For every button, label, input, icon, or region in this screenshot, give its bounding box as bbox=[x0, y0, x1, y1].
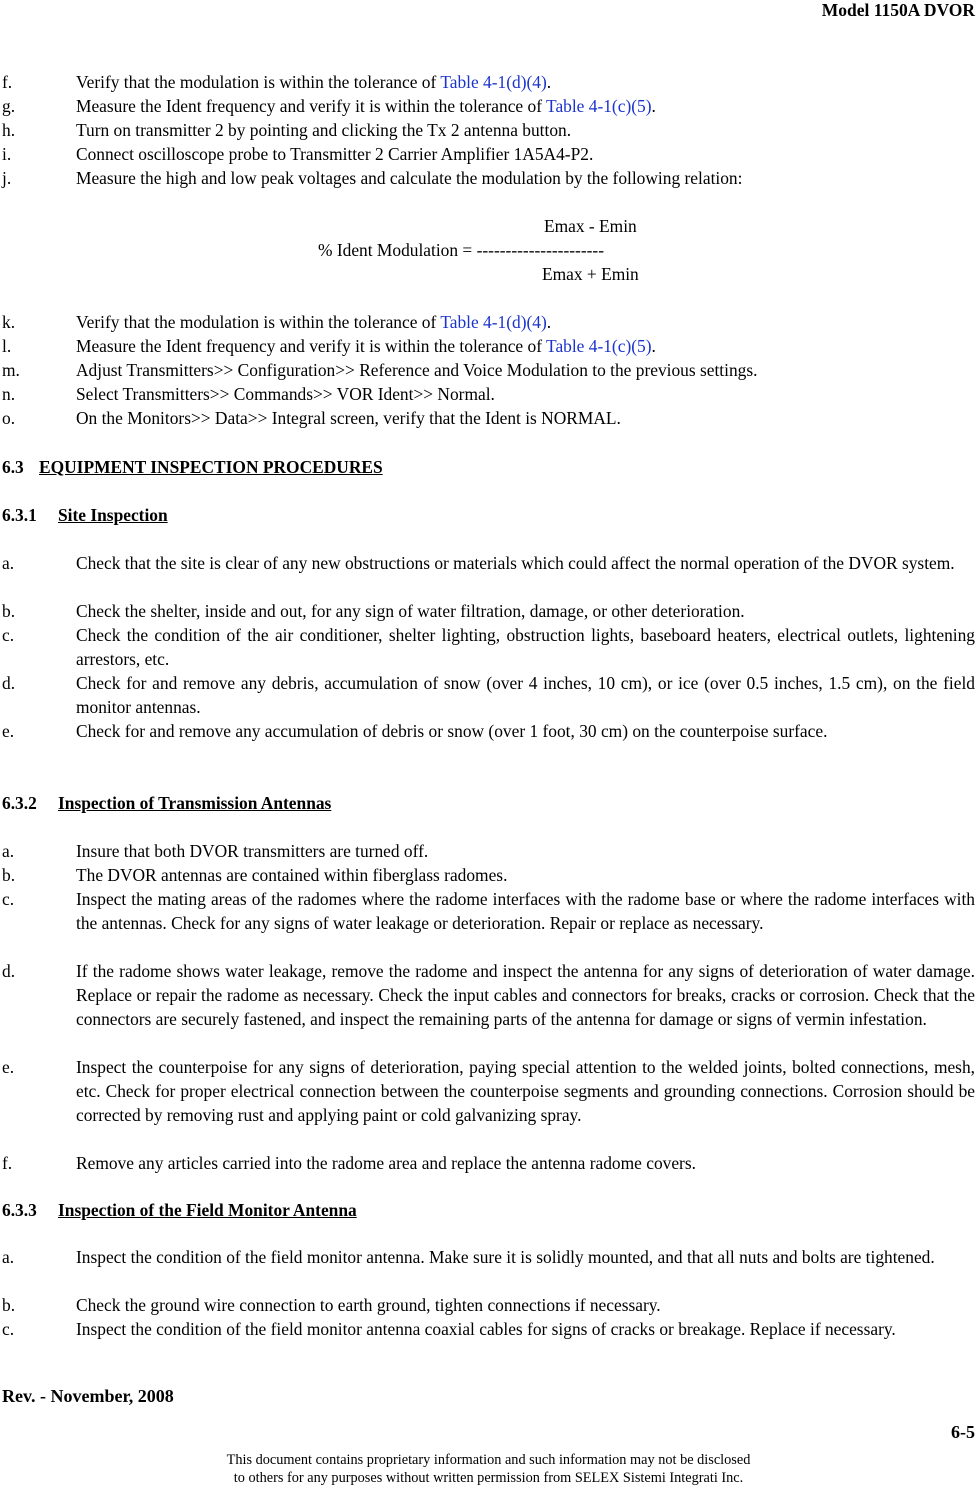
item-label: a. bbox=[2, 553, 15, 573]
proprietary-disclaimer bbox=[0, 1451, 977, 1487]
item-text bbox=[76, 94, 975, 118]
table-reference-link[interactable]: Table 4-1(d)(4) bbox=[440, 312, 547, 332]
item-text: Turn on transmitter 2 by pointing and clicking the Tx 2 antenna button. bbox=[76, 120, 572, 140]
item-text: Connect oscilloscope probe to Transmitter 2 Carrier Amplifier 1A5A4-P2. bbox=[76, 144, 594, 164]
section-number: 6.3.1 bbox=[2, 505, 37, 525]
document-header-title: Model 1150A DVOR bbox=[821, 0, 975, 20]
item-label: h. bbox=[2, 120, 16, 140]
section-number: 6.3.3 bbox=[2, 1200, 37, 1220]
item-label: m. bbox=[2, 360, 20, 380]
item-text-pre: Verify that the modulation is within the tolerance of bbox=[76, 312, 441, 332]
item-label: l. bbox=[2, 336, 12, 356]
item-text: Check the ground wire connection to earth ground, tighten connections if necessary. bbox=[76, 1295, 661, 1315]
item-text-post: . bbox=[651, 96, 656, 116]
item-text: Inspect the mating areas of the radomes where the radome interfaces with the radome base or where the radome interfaces with the antennas. Check for any signs of water leakage or deterioration. Repair or replace as necessary. bbox=[76, 889, 975, 933]
item-label: c. bbox=[2, 889, 15, 909]
section-heading-6-3-2 bbox=[2, 791, 331, 815]
item-text: Check the condition of the air conditioner, shelter lighting, obstruction lights, baseboard heaters, electrical outlets, lightening arrestors, etc. bbox=[76, 625, 975, 669]
item-text: Select Transmitters>> Commands>> VOR Ident>> Normal. bbox=[76, 384, 495, 404]
item-text bbox=[76, 70, 975, 94]
item-text bbox=[76, 334, 975, 358]
table-reference-link[interactable]: Table 4-1(c)(5) bbox=[546, 336, 652, 356]
page-number: 6-5 bbox=[951, 1422, 975, 1442]
section-heading-6-3-1 bbox=[2, 503, 168, 527]
item-label: e. bbox=[2, 721, 15, 741]
item-text: Insure that both DVOR transmitters are turned off. bbox=[76, 841, 429, 861]
section-title: Site Inspection bbox=[58, 505, 168, 525]
equation-divider: ---------------------- bbox=[476, 240, 604, 260]
revision-date: Rev. - November, 2008 bbox=[2, 1386, 174, 1406]
item-text-pre: Measure the Ident frequency and verify it is within the tolerance of bbox=[76, 96, 547, 116]
item-label: n. bbox=[2, 384, 16, 404]
equation-numerator: Emax - Emin bbox=[544, 216, 637, 236]
item-text: Adjust Transmitters>> Configuration>> Reference and Voice Modulation to the previous settings. bbox=[76, 360, 758, 380]
section-number: 6.3 bbox=[2, 457, 24, 477]
item-label: f. bbox=[2, 1153, 13, 1173]
item-text: If the radome shows water leakage, remove the radome and inspect the antenna for any signs of deterioration of water damage. Replace or repair the radome as necessary. Check the input cables and connectors for breaks, cracks or corrosion. Check that the connectors are securely fastened, and inspect the remaining parts of the antenna for damage or signs of vermin infestation. bbox=[76, 961, 975, 1029]
item-label: d. bbox=[2, 961, 16, 981]
item-text: Inspect the condition of the field monitor antenna coaxial cables for signs of cracks or breakage. Replace if necessary. bbox=[76, 1319, 896, 1339]
item-text: Remove any articles carried into the radome area and replace the antenna radome covers. bbox=[76, 1153, 696, 1173]
equation-denominator: Emax + Emin bbox=[542, 264, 639, 284]
item-text: Check the shelter, inside and out, for any sign of water filtration, damage, or other deterioration. bbox=[76, 601, 745, 621]
item-label: b. bbox=[2, 601, 16, 621]
disclaimer-line: This document contains proprietary information and such information may not be disclosed bbox=[226, 1452, 751, 1468]
item-text-post: . bbox=[651, 336, 656, 356]
table-reference-link[interactable]: Table 4-1(d)(4) bbox=[440, 72, 547, 92]
section-heading-6-3-3 bbox=[2, 1198, 357, 1222]
item-text-pre: Verify that the modulation is within the tolerance of bbox=[76, 72, 441, 92]
item-label: f. bbox=[2, 72, 13, 92]
item-label: b. bbox=[2, 1295, 16, 1315]
item-label: k. bbox=[2, 312, 16, 332]
item-text: The DVOR antennas are contained within fiberglass radomes. bbox=[76, 865, 508, 885]
equation-lhs: % Ident Modulation = bbox=[318, 240, 477, 260]
item-text: Check that the site is clear of any new obstructions or materials which could affect the normal operation of the DVOR system. bbox=[76, 553, 955, 573]
item-text: Check for and remove any debris, accumulation of snow (over 4 inches, 10 cm), or ice (over 0.5 inches, 1.5 cm), on the field monitor antennas. bbox=[76, 673, 975, 717]
item-text: Check for and remove any accumulation of debris or snow (over 1 foot, 30 cm) on the counterpoise surface. bbox=[76, 721, 828, 741]
item-text: Inspect the counterpoise for any signs of deterioration, paying special attention to the welded joints, bolted connections, mesh, etc. Check for proper electrical connection between the counterpoise segments and grounding connections. Corrosion should be corrected by removing rust and applying paint or cold galvanizing spray. bbox=[76, 1057, 975, 1125]
item-label: d. bbox=[2, 673, 16, 693]
item-label: c. bbox=[2, 1319, 15, 1339]
section-heading-6-3 bbox=[2, 455, 383, 479]
item-label: c. bbox=[2, 625, 15, 645]
item-label: j. bbox=[2, 168, 12, 188]
section-number: 6.3.2 bbox=[2, 793, 37, 813]
section-title: EQUIPMENT INSPECTION PROCEDURES bbox=[39, 457, 383, 477]
equation-line bbox=[318, 238, 604, 262]
item-text-post: . bbox=[546, 312, 552, 332]
item-text bbox=[76, 310, 975, 334]
table-reference-link[interactable]: Table 4-1(c)(5) bbox=[546, 96, 652, 116]
item-label: a. bbox=[2, 1247, 15, 1267]
item-text: Inspect the condition of the field monitor antenna. Make sure it is solidly mounted, and that all nuts and bolts are tightened. bbox=[76, 1247, 935, 1267]
item-text-pre: Measure the Ident frequency and verify it is within the tolerance of bbox=[76, 336, 547, 356]
item-text: On the Monitors>> Data>> Integral screen, verify that the Ident is NORMAL. bbox=[76, 408, 621, 428]
section-title: Inspection of Transmission Antennas bbox=[58, 793, 332, 813]
item-label: a. bbox=[2, 841, 15, 861]
item-label: b. bbox=[2, 865, 16, 885]
disclaimer-line: to others for any purposes without written permission from SELEX Sistemi Integrati Inc. bbox=[233, 1470, 744, 1486]
item-label: g. bbox=[2, 96, 16, 116]
item-text: Measure the high and low peak voltages and calculate the modulation by the following relation: bbox=[76, 168, 743, 188]
item-text-post: . bbox=[546, 72, 552, 92]
item-label: o. bbox=[2, 408, 16, 428]
item-label: i. bbox=[2, 144, 12, 164]
item-label: e. bbox=[2, 1057, 15, 1077]
section-title: Inspection of the Field Monitor Antenna bbox=[58, 1200, 357, 1220]
